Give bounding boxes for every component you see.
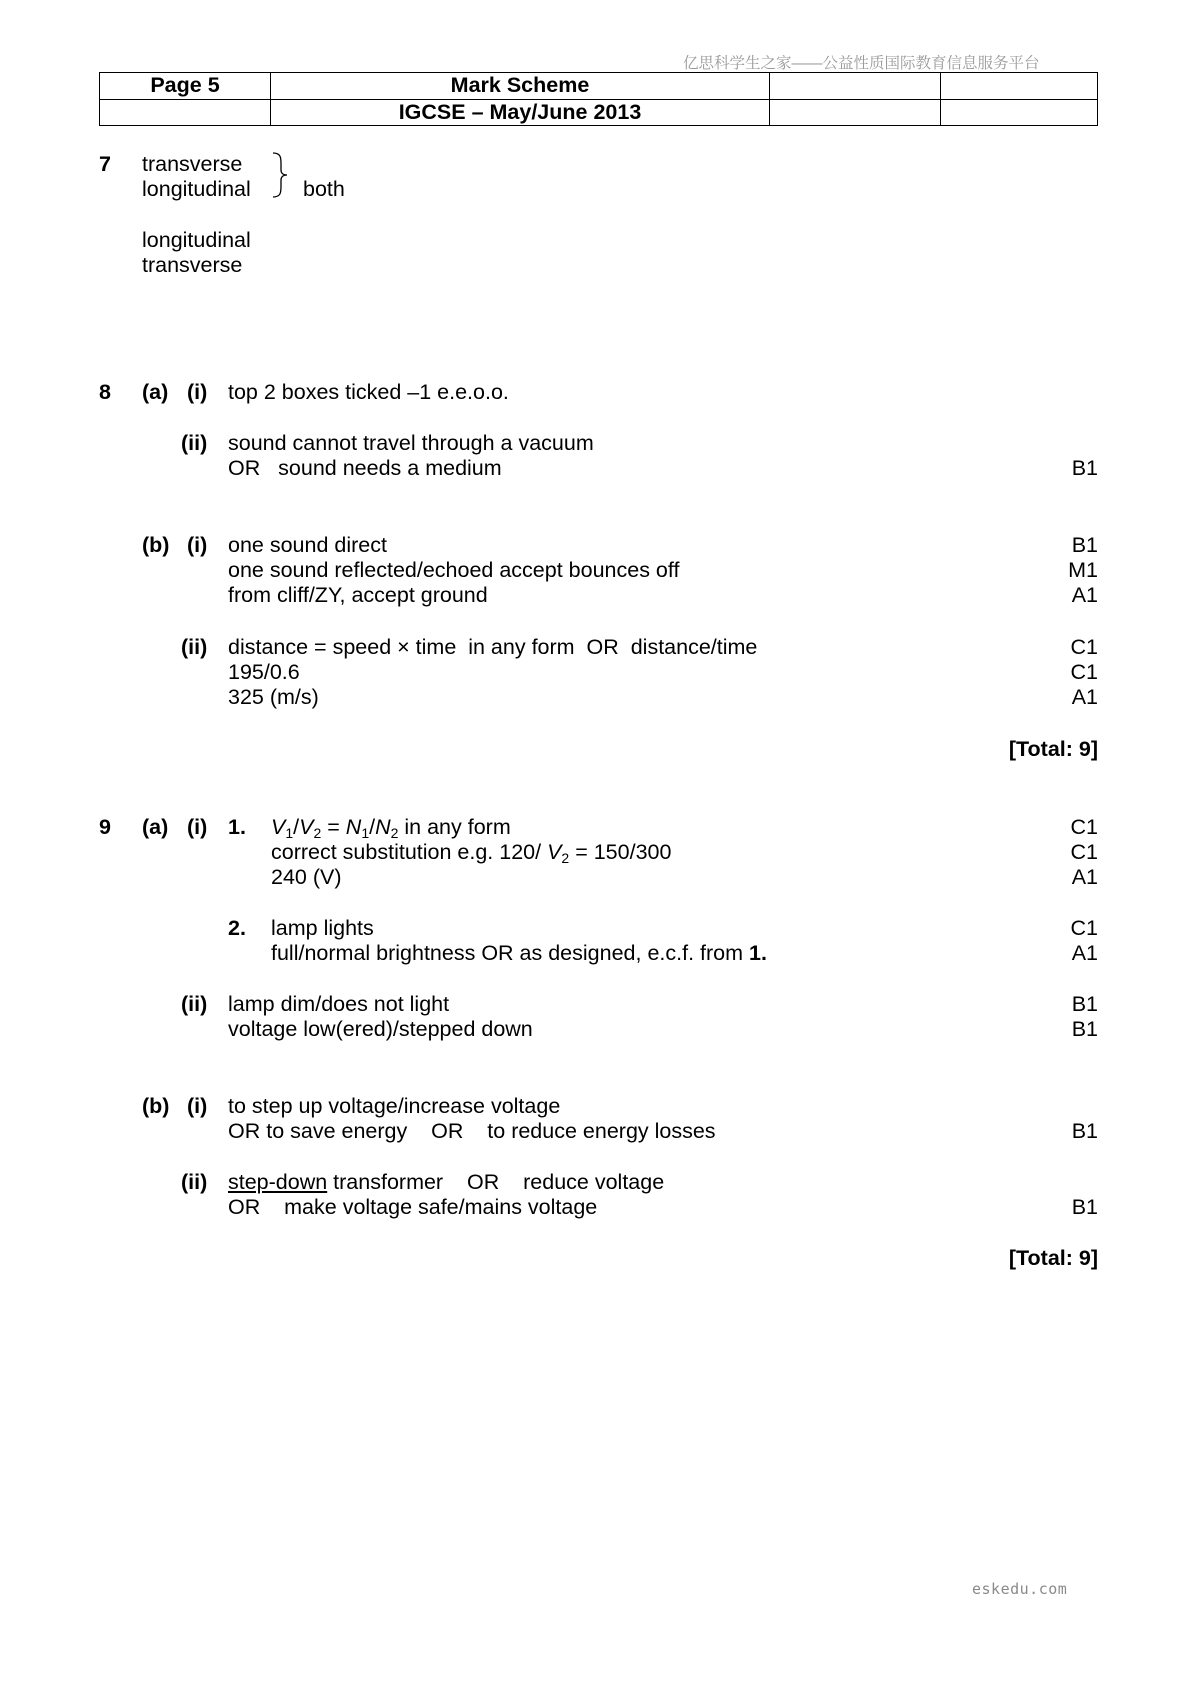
q8-b-i-mark-3: A1 xyxy=(1071,583,1098,607)
q9-formula: $V_1/V_2 = N_1/N_2$ in any form xyxy=(271,815,511,841)
q9-b-i-line-1: to step up voltage/increase voltage xyxy=(228,1094,561,1118)
q8-part-b: (b) xyxy=(142,533,170,557)
q9-a-i-1-answer: 240 (V) xyxy=(271,865,342,889)
q8-b-ii-line-3: 325 (m/s) xyxy=(228,685,319,709)
header-empty-5 xyxy=(941,99,1098,126)
q9-a-ii-label: (ii) xyxy=(181,992,208,1016)
q8-a-ii-line-2: OR sound needs a medium xyxy=(228,456,502,480)
q7-both: both xyxy=(303,177,345,201)
header-page: Page 5 xyxy=(100,73,271,100)
formula-v1: V xyxy=(271,815,286,839)
q9-b-ii-line-2: OR make voltage safe/mains voltage xyxy=(228,1195,598,1219)
q7-line-2: longitudinal xyxy=(142,177,251,201)
q8-b-i-line-2: one sound reflected/echoed accept bounces off xyxy=(228,558,680,582)
q7-line-1: transverse xyxy=(142,152,243,176)
q7-line-3: longitudinal xyxy=(142,228,251,252)
q9-a-i-2-line-1: lamp lights xyxy=(271,916,374,940)
q7-number: 7 xyxy=(99,152,111,176)
q9-b-i-label: (i) xyxy=(187,1094,208,1118)
q7-line-4: transverse xyxy=(142,253,243,277)
q9-b-ii-mark: B1 xyxy=(1071,1195,1098,1219)
q8-b-ii-mark-1: C1 xyxy=(1070,635,1098,659)
q8-a-ii-line-1: sound cannot travel through a vacuum xyxy=(228,431,594,455)
q9-a-ii-line-1: lamp dim/does not light xyxy=(228,992,450,1016)
q9-b-i-mark: B1 xyxy=(1071,1119,1098,1143)
header-empty-2 xyxy=(941,73,1098,100)
q9-b-ii-line-1: step-down transformer OR reduce voltage xyxy=(228,1170,665,1194)
q8-b-ii-mark-3: A1 xyxy=(1071,685,1098,709)
q8-b-ii-label: (ii) xyxy=(181,635,208,659)
q9-part-a: (a) xyxy=(142,815,169,839)
q8-b-ii-line-2: 195/0.6 xyxy=(228,660,300,684)
q8-part-a: (a) xyxy=(142,380,169,404)
header-subtitle: IGCSE – May/June 2013 xyxy=(271,99,770,126)
watermark: 亿思科学生之家——公益性质国际教育信息服务平台 xyxy=(683,55,1040,72)
q9-substitution: correct substitution e.g. 120/ $V_2 = 150/300$ xyxy=(271,840,672,866)
q8-b-ii-line-1: distance = speed × time in any form OR distance/time xyxy=(228,635,758,659)
q9-a-i-1-mark-3: A1 xyxy=(1071,865,1098,889)
formula-n2: N xyxy=(375,815,391,839)
footer-site: eskedu.com xyxy=(972,1580,1068,1598)
header-table xyxy=(99,72,1097,126)
brace-icon xyxy=(270,152,290,198)
formula-v2: V xyxy=(299,815,314,839)
q8-b-i-label: (i) xyxy=(187,533,208,557)
q8-b-i-line-3: from cliff/ZY, accept ground xyxy=(228,583,488,607)
header-empty-1 xyxy=(770,73,941,100)
header-title: Mark Scheme xyxy=(271,73,770,100)
q8-b-i-mark-2: M1 xyxy=(1068,558,1098,582)
q9-a-i-label: (i) xyxy=(187,815,208,839)
q8-b-i-line-1: one sound direct xyxy=(228,533,387,557)
q9-a-ii-line-2: voltage low(ered)/stepped down xyxy=(228,1017,533,1041)
q9-a-i-1-mark-1: C1 xyxy=(1070,815,1098,839)
q8-a-ii-label: (ii) xyxy=(181,431,208,455)
q9-a-i-1-label: 1. xyxy=(228,815,246,839)
q9-a-i-2-label: 2. xyxy=(228,916,246,940)
q9-part-b: (b) xyxy=(142,1094,170,1118)
q8-number: 8 xyxy=(99,380,111,404)
q9-a-i-2-mark-1: C1 xyxy=(1070,916,1098,940)
header-empty-4 xyxy=(770,99,941,126)
q9-b-ii-label: (ii) xyxy=(181,1170,208,1194)
q9-a-i-2-mark-2: A1 xyxy=(1071,941,1098,965)
formula-n1: N xyxy=(345,815,362,839)
q8-b-i-mark-1: B1 xyxy=(1071,533,1098,557)
q9-a-ii-mark-2: B1 xyxy=(1071,1017,1098,1041)
q9-a-i-1-mark-2: C1 xyxy=(1070,840,1098,864)
q8-b-ii-mark-2: C1 xyxy=(1070,660,1098,684)
q8-a-i-text: top 2 boxes ticked –1 e.e.o.o. xyxy=(228,380,509,404)
q9-b-i-line-2: OR to save energy OR to reduce energy losses xyxy=(228,1119,716,1143)
q9-a-i-2-line-2: full/normal brightness OR as designed, e.c.f. from 1. xyxy=(271,941,767,965)
header-empty-3 xyxy=(100,99,271,126)
q9-a-ii-mark-1: B1 xyxy=(1071,992,1098,1016)
q9-total: [Total: 9] xyxy=(1008,1246,1098,1270)
q8-total: [Total: 9] xyxy=(1008,737,1098,761)
q8-a-i-label: (i) xyxy=(187,380,208,404)
q9-number: 9 xyxy=(99,815,111,839)
q8-a-ii-mark: B1 xyxy=(1071,456,1098,480)
